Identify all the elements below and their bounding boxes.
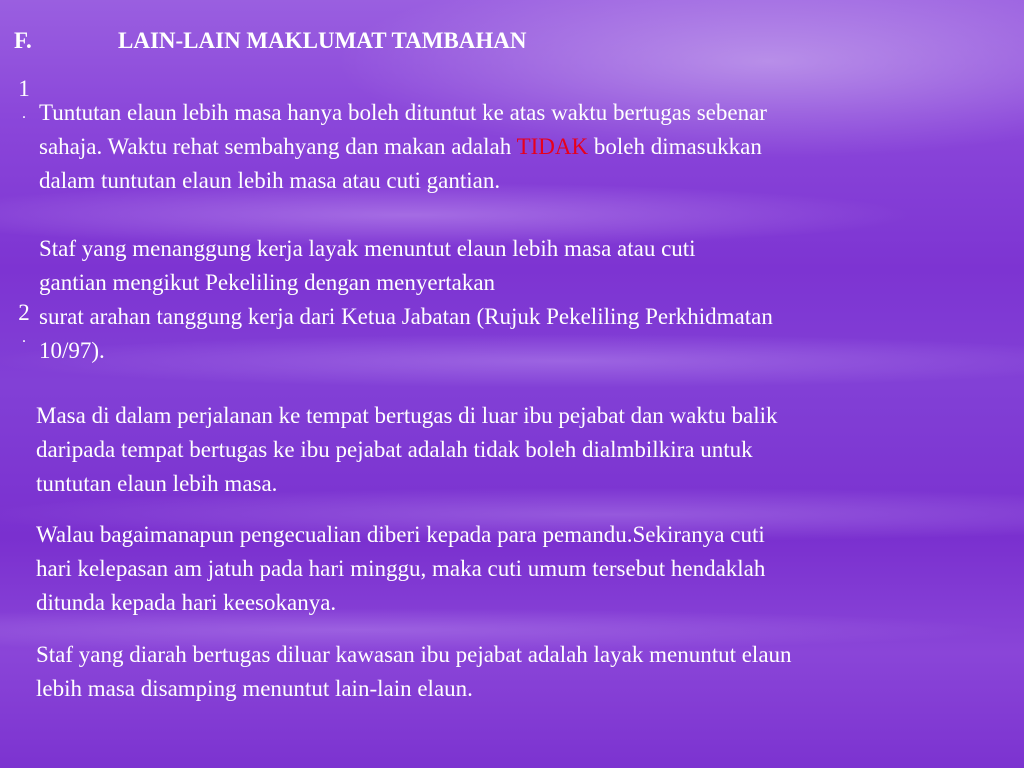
paragraph-2-line-2: gantian mengikut Pekeliling dengan menyertakan bbox=[39, 270, 496, 295]
section-letter: F. bbox=[14, 28, 32, 53]
paragraph-3-line-1: Masa di dalam perjalanan ke tempat bertugas di luar ibu pejabat dan waktu balik bbox=[36, 403, 778, 428]
item-number-1-dot: . bbox=[22, 105, 26, 122]
paragraph-1-line-2-start: sahaja. Waktu rehat sembahyang dan makan adalah bbox=[39, 134, 517, 159]
paragraph-1-line-2-end: boleh dimasukkan bbox=[588, 134, 762, 159]
paragraph-5-line-1: Staf yang diarah bertugas diluar kawasan ibu pejabat adalah layak menuntut elaun bbox=[36, 642, 792, 667]
tidak-highlight: TIDAK bbox=[516, 134, 589, 159]
paragraph-5-line-2: lebih masa disamping menuntut lain-lain elaun. bbox=[36, 676, 473, 701]
paragraph-2-line-3: surat arahan tanggung kerja dari Ketua Jabatan (Rujuk Pekeliling Perkhidmatan bbox=[39, 304, 773, 329]
slide-title bbox=[14, 28, 526, 54]
section-heading: LAIN-LAIN MAKLUMAT TAMBAHAN bbox=[118, 28, 527, 53]
paragraph-2 bbox=[39, 232, 773, 368]
paragraph-1 bbox=[39, 96, 767, 198]
paragraph-5 bbox=[36, 638, 792, 706]
paragraph-4-line-3: ditunda kepada hari keesokanya. bbox=[36, 590, 337, 615]
paragraph-2-line-1: Staf yang menanggung kerja layak menuntut elaun lebih masa atau cuti bbox=[39, 236, 696, 261]
paragraph-2-line-4: 10/97). bbox=[39, 338, 105, 363]
paragraph-3-line-3: tuntutan elaun lebih masa. bbox=[36, 471, 278, 496]
item-number-2 bbox=[14, 296, 34, 346]
item-number-2-digit: 2 bbox=[18, 300, 30, 325]
item-number-1-digit: 1 bbox=[18, 76, 30, 101]
paragraph-4-line-2: hari kelepasan am jatuh pada hari minggu, maka cuti umum tersebut hendaklah bbox=[36, 556, 766, 581]
paragraph-1-line-3: dalam tuntutan elaun lebih masa atau cuti gantian. bbox=[39, 168, 501, 193]
item-number-2-dot: . bbox=[22, 329, 26, 346]
item-number-1 bbox=[14, 72, 34, 122]
paragraph-3-line-2: daripada tempat bertugas ke ibu pejabat adalah tidak boleh dialmbilkira untuk bbox=[36, 437, 753, 462]
paragraph-1-line-1: Tuntutan elaun lebih masa hanya boleh dituntut ke atas waktu bertugas sebenar bbox=[39, 100, 767, 125]
paragraph-4 bbox=[36, 518, 765, 620]
paragraph-1-line-2 bbox=[39, 130, 767, 164]
paragraph-3 bbox=[36, 399, 778, 501]
paragraph-4-line-1: Walau bagaimanapun pengecualian diberi kepada para pemandu.Sekiranya cuti bbox=[36, 522, 765, 547]
